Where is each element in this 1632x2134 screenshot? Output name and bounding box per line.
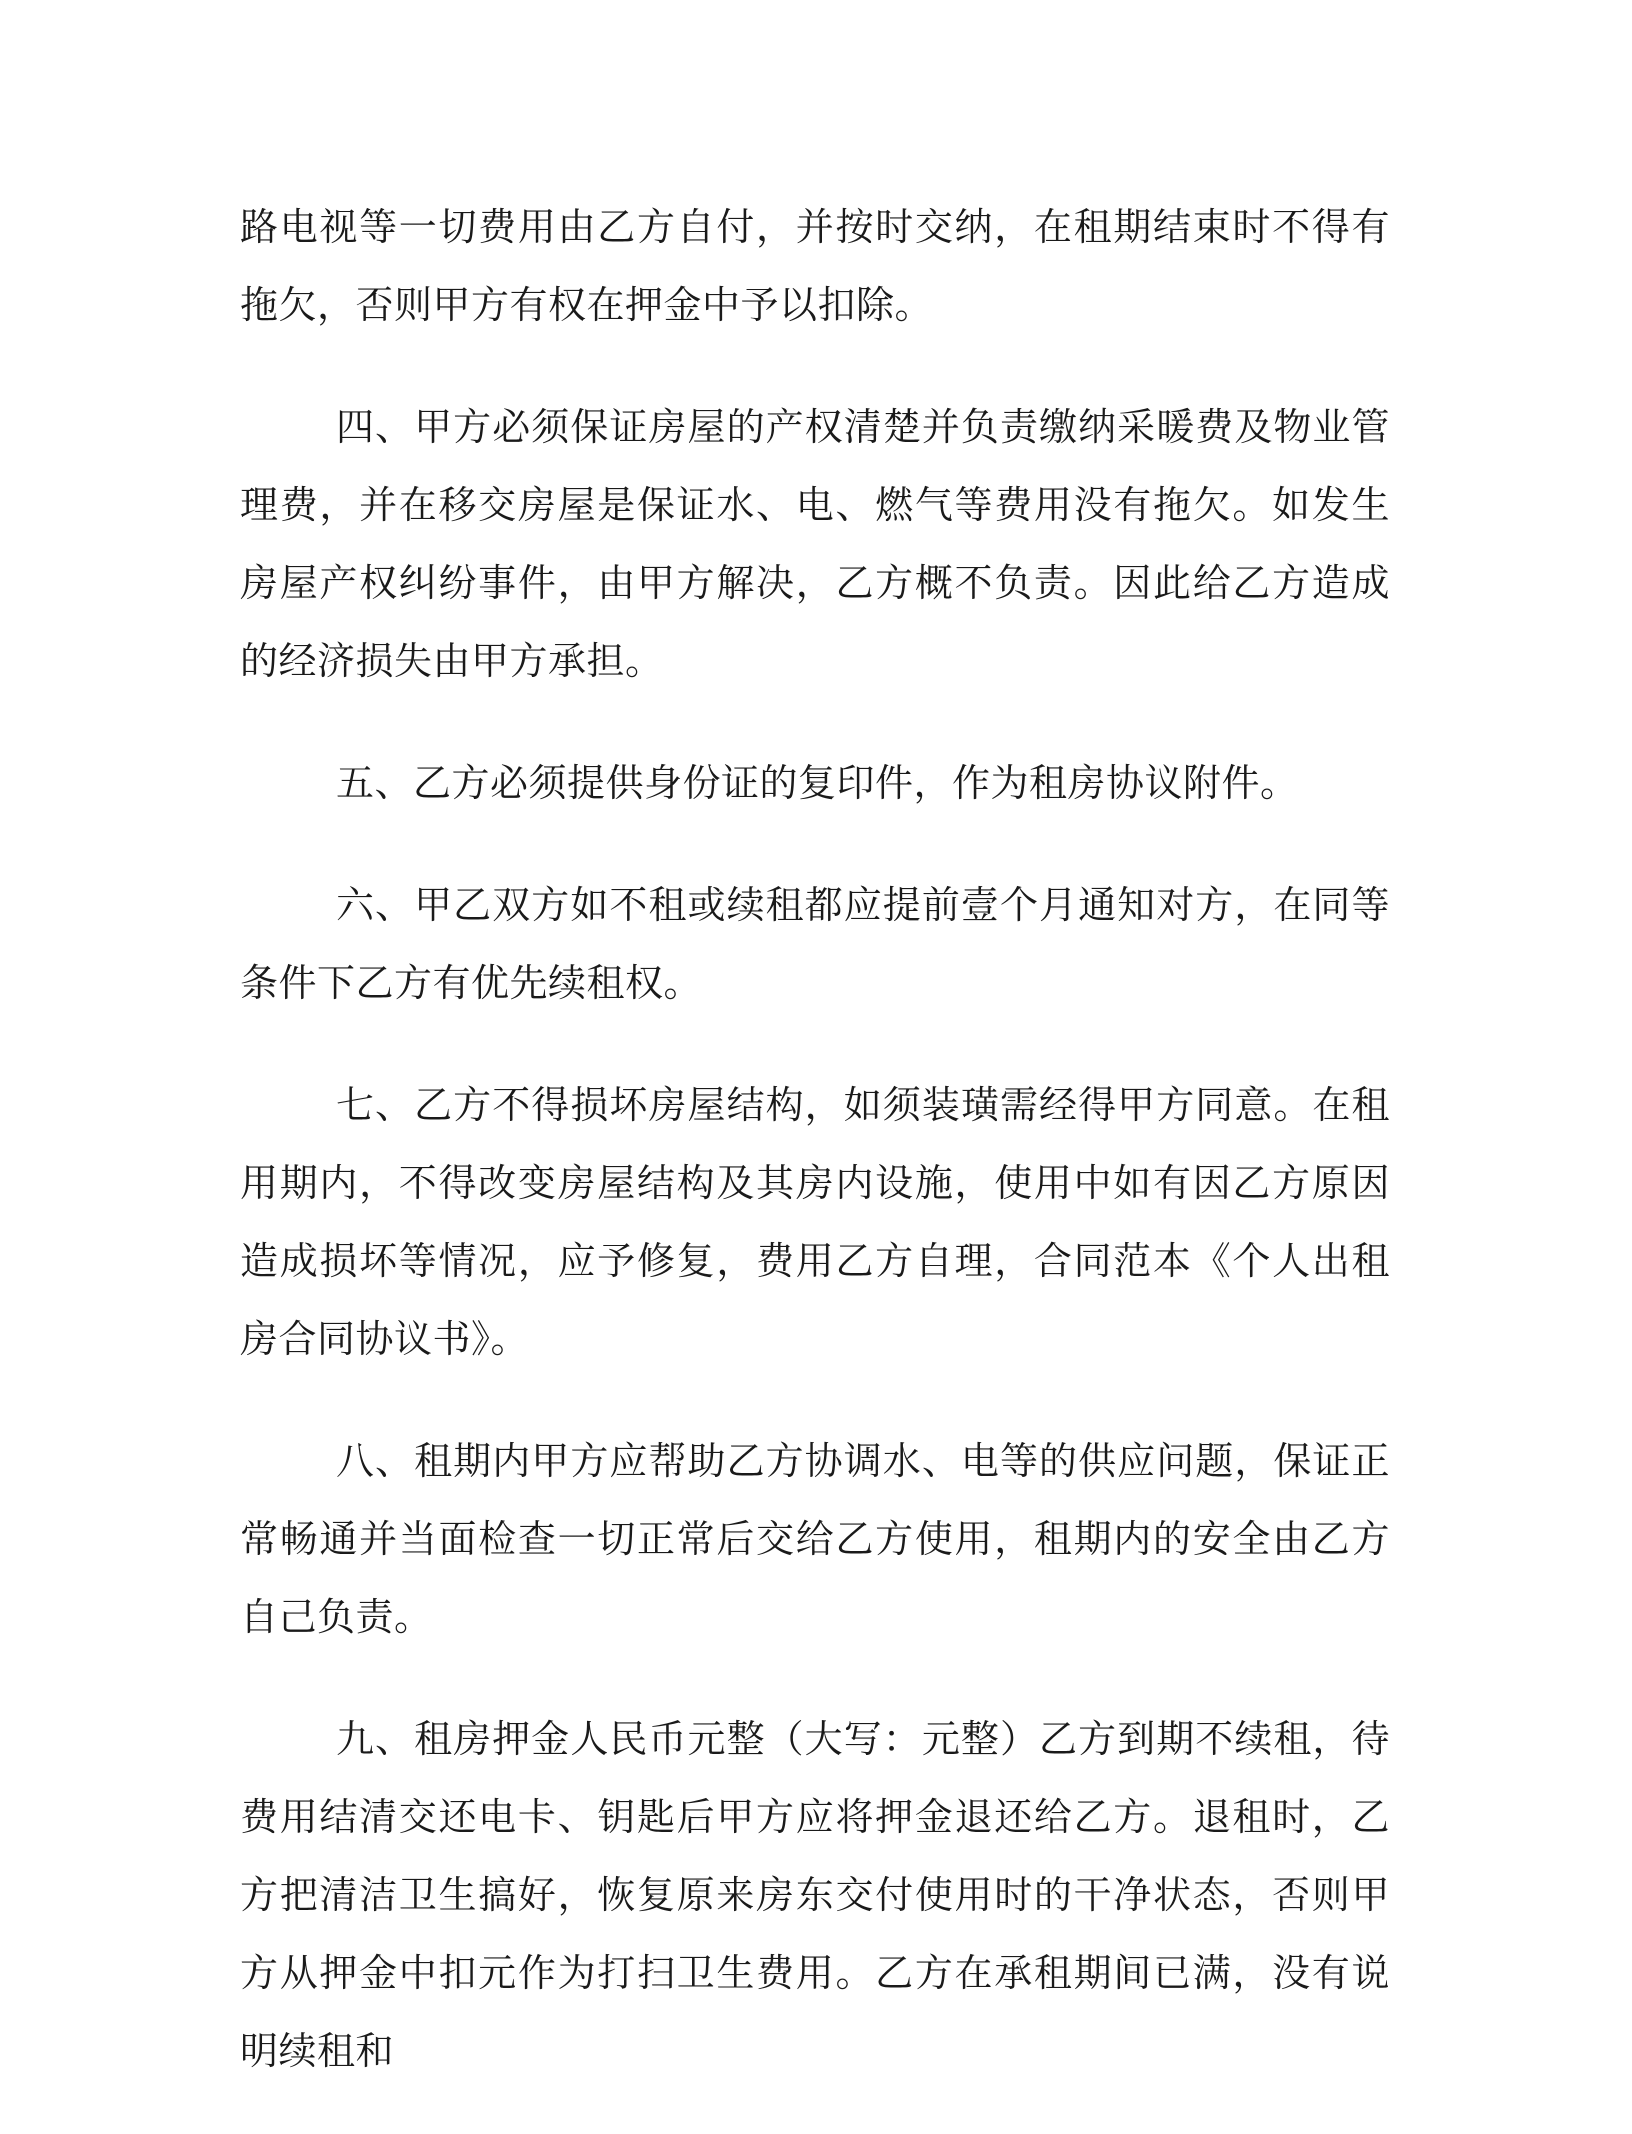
- paragraph-clause-8: 八、租期内甲方应帮助乙方协调水、电等的供应问题，保证正常畅通并当面检查一切正常后交给乙方使用，租期内的安全由乙方自己负责。: [240, 1439, 1390, 1639]
- paragraph-clause-7: 七、乙方不得损坏房屋结构，如须装璜需经得甲方同意。在租用期内，不得改变房屋结构及其房内设施，使用中如有因乙方原因造成损坏等情况，应予修复，费用乙方自理，合同范本《个人出租房合同协议书》。: [240, 1083, 1390, 1361]
- paragraph-clause-5: 五、乙方必须提供身份证的复印件，作为租房协议附件。: [336, 761, 1299, 805]
- paragraph-clause-4: 四、甲方必须保证房屋的产权清楚并负责缴纳采暖费及物业管理费，并在移交房屋是保证水、电、燃气等费用没有拖欠。如发生房屋产权纠纷事件，由甲方解决，乙方概不负责。因此给乙方造成的经济损失由甲方承担。: [240, 405, 1390, 683]
- paragraph-continuation: 路电视等一切费用由乙方自付，并按时交纳，在租期结束时不得有拖欠，否则甲方有权在押金中予以扣除。: [240, 205, 1390, 327]
- document-body: [240, 188, 1390, 2134]
- paragraph-clause-6: 六、甲乙双方如不租或续租都应提前壹个月通知对方，在同等条件下乙方有优先续租权。: [240, 883, 1390, 1005]
- paragraph-clause-9: 九、租房押金人民币元整（大写：元整）乙方到期不续租，待费用结清交还电卡、钥匙后甲方应将押金退还给乙方。退租时，乙方把清洁卫生搞好，恢复原来房东交付使用时的干净状态，否则甲方从押金中扣元作为打扫卫生费用。乙方在承租期间已满，没有说明续租和: [240, 1717, 1390, 2073]
